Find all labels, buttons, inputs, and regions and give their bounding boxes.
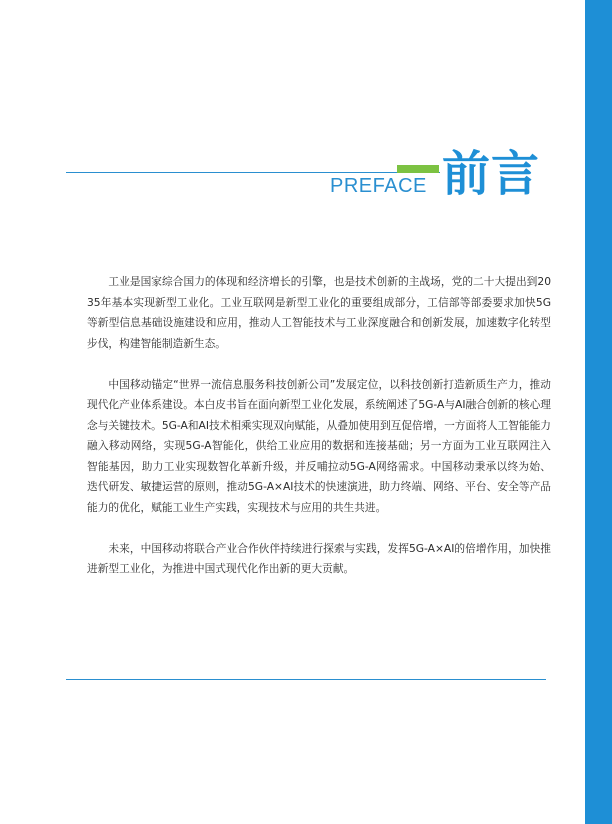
header-green-accent [397,165,439,173]
footer-divider-line [66,679,546,680]
header-divider-line [66,172,440,173]
right-edge-color-band [585,0,612,824]
paragraph-3: 未来，中国移动将联合产业合作伙伴持续进行探索与实践，发挥5G-A×AI的倍增作用，加快推进新型工业化，为推进中国式现代化作出新的更大贡献。 [87,541,551,575]
preface-english-title: PREFACE [330,175,427,197]
preface-body [87,272,551,600]
paragraph-1: 工业是国家综合国力的体现和经济增长的引擎，也是技术创新的主战场，党的二十大提出到2035年基本实现新型工业化。工业互联网是新型工业化的重要组成部分，工信部等部委要求加快5G等新型信息基础设施建设和应用，推动人工智能技术与工业深度融合和创新发展，加速数字化转型步伐，构建智能制造新生态。 [87,275,551,350]
preface-chinese-title: 前言 [442,146,541,202]
paragraph-2: 中国移动锚定“世界一流信息服务科技创新公司”发展定位，以科技创新打造新质生产力，推动现代化产业体系建设。本白皮书旨在面向新型工业化发展，系统阐述了5G-A与AI融合创新的核心理念与关键技术。5G-A和AI技术相乘实现双向赋能，从叠加使用到互促倍增，一方面将人工智能能力融入移动网络，实现5G-A智能化，供给工业应用的数据和连接基础；另一方面为工业互联网注入智能基因，助力工业实现数智化革新升级，并反哺拉动5G-A网络需求。中国移动秉承以终为始、迭代研发、敏捷运营的原则，推动5G-A×AI技术的快速演进，助力终端、网络、平台、安全等产品能力的优化，赋能工业生产实践，实现技术与应用的共生共进。 [87,377,551,514]
